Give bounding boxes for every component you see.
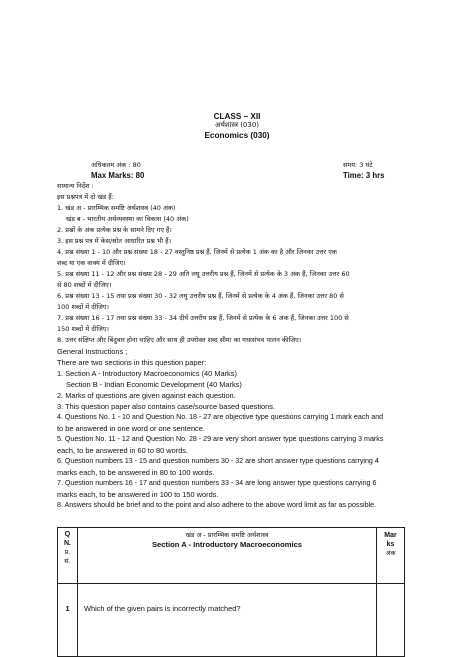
subject-english: Economics (030) [204,131,270,140]
instruction-line: to be answered in one word or one sentence. [57,424,205,433]
instruction-line: 3. This question paper also contains case/source based questions. [57,402,276,411]
instruction-line: 6. प्रश्न संख्या 13 - 15 तथा प्रश्न संख्या 30 - 32 लघु उत्तरीय प्रश्न हैं, जिनमें से प्रत्येक के 4 अंक हैं, जिनका उत्तर 80 से [57,292,344,300]
instruction-line: General Instructions ; [57,347,128,356]
instruction-line: 3. इस प्रश्न पत्र में केस/स्रोत आधारित प्रश्न भी हैं। [57,237,172,245]
instruction-line: 4. प्रश्न संख्या 1 - 10 और प्रश्न संख्या 18 - 27 वस्तुनिष्ठ प्रश्न हैं, जिनमें से प्रत्येक 1 अंक का है और जिनका उत्तर एक [57,248,337,256]
instruction-line: से 80 शब्दों में दीजिए। [57,281,112,289]
max-marks-english: Max Marks: 80 [91,171,145,180]
question-table [57,527,405,657]
subject-hindi: अर्थशास्त्र (030) [214,121,260,129]
class-title: CLASS – XII [213,112,261,121]
instruction-line: 8. उत्तर संक्षिप्त और बिंदुवार होना चाहिए और साथ ही उपरोक्त शब्द सीमा का यथासंभव पालन कीजिए। [57,336,302,344]
qno-header-line: प्र. [64,548,71,557]
instruction-line: 8. Answers should be brief and to the point and also adhere to the above word limit as far as possible. [57,501,377,509]
question-marks [377,584,405,657]
instruction-line: 2. Marks of questions are given against each question. [57,391,236,400]
instruction-line: Section B - Indian Economic Development (40 Marks) [66,380,242,389]
instruction-line: 7. Question numbers 16 - 17 and question numbers 33 - 34 are long answer type questions carrying 6 [57,479,377,487]
time-hindi: समय: 3 घंटे [343,161,373,169]
qno-header-cell [58,528,78,584]
table-row [58,584,405,657]
instruction-line: 1. खंड अ - प्रारम्भिक समष्टि अर्थशास्त्र (40 अंक) [57,204,176,212]
instruction-line: सामान्य निर्देश : [57,182,94,190]
marks-header-cell [377,528,405,584]
instruction-line: 4. Questions No. 1 - 10 and Question No. 18 - 27 are objective type questions carrying 1 mark each and [57,413,384,421]
instruction-line: 7. प्रश्न संख्या 16 - 17 तथा प्रश्न संख्या 33 - 34 दीर्घ उत्तरीय प्रश्न हैं, जिनमें से प्रत्येक के 6 अंक हैं, जिनका उत्तर 100 से [57,314,349,322]
instruction-line: marks each, to be answered in 80 to 100 words. [57,468,215,477]
marks-header-line: Mar [384,532,397,539]
qno-header-line: Q [64,531,71,538]
instruction-line: each, to be answered in 60 to 80 words. [57,446,189,455]
max-marks-hindi: अधिकतम अंक : 80 [91,161,141,169]
section-title-english: Section A - Introductory Macroeconomics [151,540,303,549]
question-text: Which of the given pairs is incorrectly matched? [78,584,377,657]
time-english: Time: 3 hrs [343,171,385,180]
instruction-line: 5. Question No. 11 - 12 and Question No. 28 - 29 are very short answer type questions carrying 3 marks [57,435,384,443]
question-number: 1 [58,584,78,657]
marks-header-line: अंक [385,549,396,557]
section-title-hindi: खंड अ - प्रारम्भिक समष्टि अर्थशास्त्र [185,531,269,539]
instruction-line: 150 शब्दों में दीजिए। [57,325,109,333]
instruction-line: 2. प्रश्नों के अंक प्रत्येक प्रश्न के सामने दिए गए हैं। [57,226,172,234]
instruction-line: 100 शब्दों में दीजिए। [57,303,109,311]
instruction-line: शब्द या एक वाक्य में दीजिए। [57,259,126,267]
marks-header-line: ks [386,541,395,548]
table-header-row [58,528,405,584]
instruction-line: इस प्रश्नपत्र में दो खंड हैं: [57,193,114,201]
instruction-line: खंड ब - भारतीय अर्थव्यवस्था का विकास (40 अंक) [66,215,189,223]
instruction-line: marks each, to be answered in 100 to 150 words. [57,490,219,499]
instruction-line: 6. Question numbers 13 - 15 and question numbers 30 - 32 are short answer type questions carrying 4 [57,457,379,465]
section-header-cell [78,528,377,584]
instruction-line: 1. Section A - Introductory Macroeconomics (40 Marks) [57,369,237,378]
instruction-line: There are two sections in this question paper: [57,358,207,367]
qno-header-line: सं. [64,556,71,565]
instruction-line: 5. प्रश्न संख्या 11 - 12 और प्रश्न संख्या 28 - 29 अति लघु उत्तरीय प्रश्न हैं, जिनमें से प्रत्येक के 3 अंक हैं, जिनका उत्तर 60 [57,270,350,278]
qno-header-line: N. [64,539,71,547]
